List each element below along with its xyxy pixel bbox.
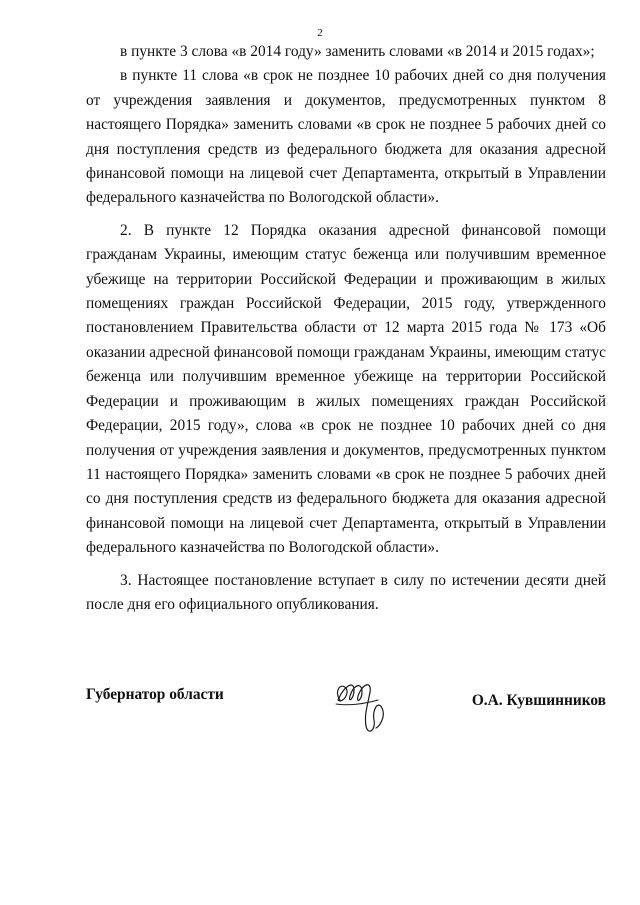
signatory-title: Губернатор области: [86, 686, 224, 703]
paragraph-section-3: 3. Настоящее постановление вступает в силу по истечении десяти дней после дня его официального опубликования.: [86, 571, 606, 613]
signature-block: [86, 670, 606, 740]
signatory-name: О.А. Кувшинников: [471, 692, 606, 709]
handwritten-signature: [330, 670, 394, 740]
page-number: 2: [317, 27, 323, 39]
paragraph-item-11-amendment: в пункте 11 слова «в срок не позднее 10 рабочих дней со дня получения от учреждения заявления и документов, предусмотренных пунктом 8 настоящего Порядка» заменить словами «в срок не позднее 5 рабочих дней со дня поступления средств из федерального бюджета для оказания адресной финансовой помощи на лицевой счет Департамента, открытый в Управлении федерального казначейства по Вологодской области».: [86, 67, 606, 207]
document-body: [86, 40, 606, 617]
paragraph-item-3-amendment: в пункте 3 слова «в 2014 году» заменить словами «в 2014 и 2015 годах»;: [120, 43, 595, 60]
paragraph-section-2: 2. В пункте 12 Порядка оказания адресной финансовой помощи гражданам Украины, имеющим статус беженца или получившим временное убежище на территории Российской Федерации и проживающим в жилых помещениях граждан Российской Федерации, 2015 году, утвержденного постановлением Правительства области от 12 марта 2015 года № 173 «Об оказании адресной финансовой помощи гражданам Украины, имеющим статус беженца или получившим временное убежище на территории Российской Федерации и проживающим в жилых помещениях граждан Российской Федерации, 2015 году», слова «в срок не позднее 10 рабочих дней со дня получения от учреждения заявления и документов, предусмотренных пунктом 11 настоящего Порядка» заменить словами «в срок не позднее 5 рабочих дней со дня поступления средств из федерального бюджета для оказания адресной финансовой помощи на лицевой счет Департамента, открытый в Управлении федерального казначейства по Вологодской области».: [86, 221, 606, 557]
